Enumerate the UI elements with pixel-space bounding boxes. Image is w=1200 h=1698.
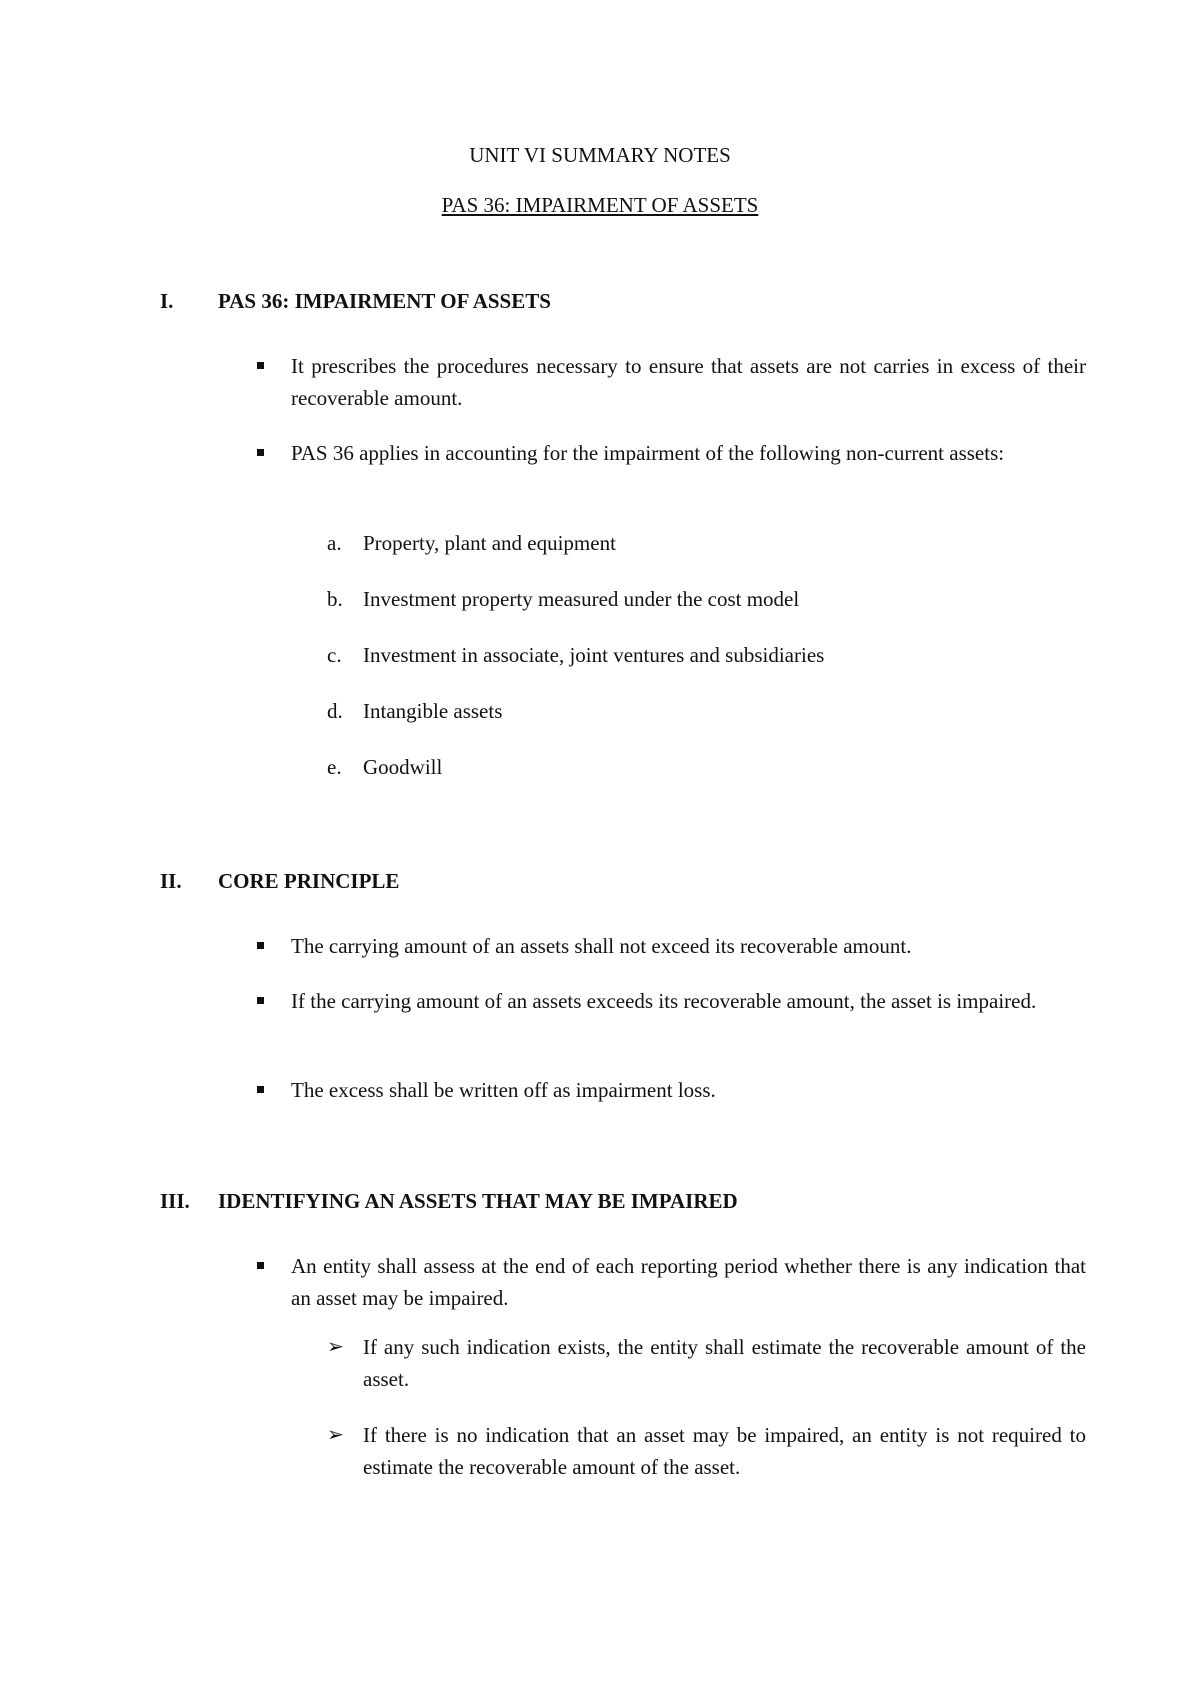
list-item-text: Intangible assets <box>363 699 503 723</box>
section-3-bullet-1: An entity shall assess at the end of each reporting period whether there is any indication that an asset may be impaired. <box>291 1254 1086 1310</box>
square-bullet-icon <box>257 1262 264 1269</box>
section-2-bullet-1: The carrying amount of an assets shall not exceed its recoverable amount. <box>291 934 912 958</box>
list-item-marker: d. <box>327 699 343 723</box>
section-1-bullet-2: PAS 36 applies in accounting for the impairment of the following non-current assets: <box>291 441 1005 465</box>
section-2-number: II. <box>160 869 182 893</box>
list-item-text: Property, plant and equipment <box>363 531 616 555</box>
section-3-number: III. <box>160 1189 190 1213</box>
section-1-title: PAS 36: IMPAIRMENT OF ASSETS <box>218 289 551 313</box>
list-item-text: Investment in associate, joint ventures and subsidiaries <box>363 643 825 667</box>
list-item-marker: b. <box>327 587 343 611</box>
square-bullet-icon <box>257 1086 264 1093</box>
list-item-marker: e. <box>327 755 342 779</box>
arrow-bullet-icon: ➢ <box>327 1336 344 1358</box>
document-title: UNIT VI SUMMARY NOTES <box>469 143 731 167</box>
arrow-bullet-icon: ➢ <box>327 1424 344 1446</box>
section-3-sub-bullet-2: If there is no indication that an asset may be impaired, an entity is not required to estimate the recoverable amount of the asset. <box>363 1423 1086 1479</box>
section-3-title: IDENTIFYING AN ASSETS THAT MAY BE IMPAIRED <box>218 1189 738 1213</box>
section-2-title: CORE PRINCIPLE <box>218 869 400 893</box>
square-bullet-icon <box>257 362 264 369</box>
square-bullet-icon <box>257 942 264 949</box>
section-2-bullet-3: The excess shall be written off as impairment loss. <box>291 1078 716 1102</box>
list-item-marker: a. <box>327 531 342 555</box>
document-subtitle: PAS 36: IMPAIRMENT OF ASSETS <box>441 193 759 217</box>
square-bullet-icon <box>257 997 264 1004</box>
section-1-bullet-1: It prescribes the procedures necessary to ensure that assets are not carries in excess of their recoverable amount. <box>291 354 1086 410</box>
section-2-bullet-2: If the carrying amount of an assets exceeds its recoverable amount, the asset is impaired. <box>291 989 1037 1013</box>
section-3-sub-bullet-1: If any such indication exists, the entity shall estimate the recoverable amount of the asset. <box>363 1335 1086 1391</box>
list-item-text: Goodwill <box>363 755 443 779</box>
list-item-marker: c. <box>327 643 342 667</box>
square-bullet-icon <box>257 449 264 456</box>
list-item-text: Investment property measured under the cost model <box>363 587 800 611</box>
section-1-number: I. <box>160 289 174 313</box>
